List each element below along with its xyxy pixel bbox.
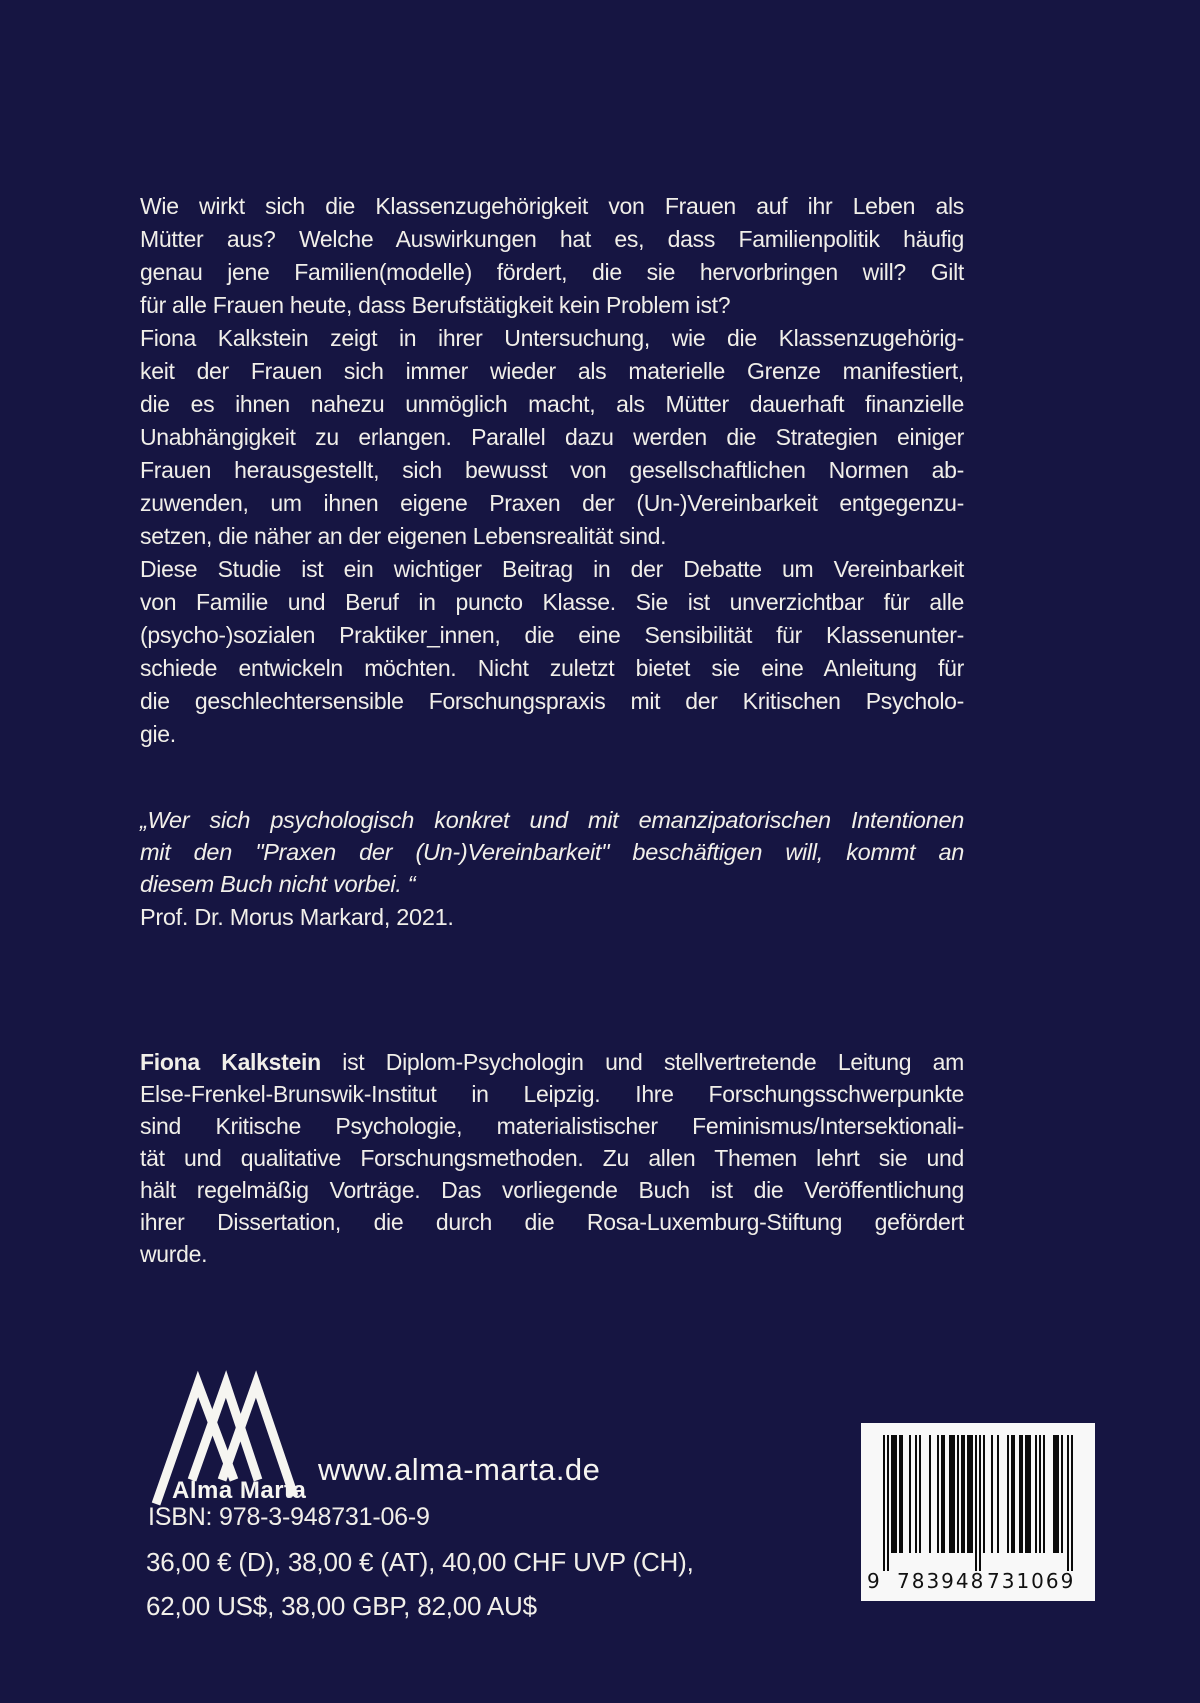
blurb-line: genau jene Familien(modelle) fördert, die sie hervorbringen will? Gilt <box>140 259 964 285</box>
barcode-bars <box>883 1435 1073 1571</box>
quote-line: diesem Buch nicht vorbei. “ <box>140 871 416 897</box>
publisher-website-url: www.alma-marta.de <box>318 1452 601 1487</box>
blurb-line: Diese Studie ist ein wichtiger Beitrag in der Debatte um Vereinbarkeit <box>140 556 964 582</box>
barcode-lead-digit: 9 <box>867 1569 880 1593</box>
blurb-line: zuwenden, um ihnen eigene Praxen der (Un-)Vereinbarkeit entgegenzu- <box>140 490 964 516</box>
bio-line: ihrer Dissertation, die durch die Rosa-Luxemburg-Stiftung gefördert <box>140 1209 964 1235</box>
barcode-group2: 731069 <box>987 1569 1076 1593</box>
quote-line: „Wer sich psychologisch konkret und mit emanzipatorischen Intentionen <box>140 807 964 833</box>
bio-line: Else-Frenkel-Brunswik-Institut in Leipzig. Ihre Forschungsschwerpunkte <box>140 1081 964 1107</box>
blurb-line: Fiona Kalkstein zeigt in ihrer Untersuchung, wie die Klassenzugehörig- <box>140 325 964 351</box>
blurb-line: Unabhängigkeit zu erlangen. Parallel dazu werden die Strategien einiger <box>140 424 964 450</box>
barcode-digits <box>861 1569 1095 1595</box>
endorsement-quote <box>140 804 964 900</box>
barcode-group1: 783948 <box>897 1569 986 1593</box>
price-line-1: 36,00 € (D), 38,00 € (AT), 40,00 CHF UVP (CH), <box>146 1547 694 1577</box>
bio-line: sind Kritische Psychologie, materialistischer Feminismus/Intersektionali- <box>140 1113 964 1139</box>
blurb-line: setzen, die näher an der eigenen Lebensrealität sind. <box>140 523 667 549</box>
price-line-2: 62,00 US$, 38,00 GBP, 82,00 AU$ <box>146 1591 537 1621</box>
bio-line <box>140 1046 964 1078</box>
blurb-line: schiede entwickeln möchten. Nicht zuletzt bietet sie eine Anleitung für <box>140 655 964 681</box>
blurb-line: die es ihnen nahezu unmöglich macht, als Mütter dauerhaft finanzielle <box>140 391 964 417</box>
blurb-line: keit der Frauen sich immer wieder als materielle Grenze manifestiert, <box>140 358 964 384</box>
bio-line-rest: ist Diplom-Psychologin und stellvertretende Leitung am <box>320 1049 964 1075</box>
blurb-text <box>140 190 964 751</box>
blurb-line: Mütter aus? Welche Auswirkungen hat es, dass Familienpolitik häufig <box>140 226 964 252</box>
blurb-line: Wie wirkt sich die Klassenzugehörigkeit von Frauen auf ihr Leben als <box>140 193 964 219</box>
blurb-line: (psycho-)sozialen Praktiker_innen, die eine Sensibilität für Klassenunter- <box>140 622 964 648</box>
publisher-wordmark: Alma Marta <box>172 1477 307 1504</box>
blurb-line: die geschlechtersensible Forschungspraxis mit der Kritischen Psycholo- <box>140 688 964 714</box>
author-name: Fiona Kalkstein <box>140 1049 321 1075</box>
bio-line: tät und qualitative Forschungsmethoden. Zu allen Themen lehrt sie und <box>140 1145 964 1171</box>
isbn-line: ISBN: 978-3-948731-06-9 <box>148 1503 430 1531</box>
bio-line: wurde. <box>140 1241 208 1267</box>
blurb-line: von Familie und Beruf in puncto Klasse. Sie ist unverzichtbar für alle <box>140 589 964 615</box>
blurb-line: gie. <box>140 721 176 747</box>
quote-attribution: Prof. Dr. Morus Markard, 2021. <box>140 904 454 930</box>
blurb-line: für alle Frauen heute, dass Berufstätigkeit kein Problem ist? <box>140 292 731 318</box>
quote-line: mit den "Praxen der (Un-)Vereinbarkeit" beschäftigen will, kommt an <box>140 839 964 865</box>
blurb-line: Frauen herausgestellt, sich bewusst von gesellschaftlichen Normen ab- <box>140 457 964 483</box>
author-bio <box>140 1046 964 1270</box>
isbn-barcode <box>861 1423 1095 1601</box>
bio-line: hält regelmäßig Vorträge. Das vorliegende Buch ist die Veröffentlichung <box>140 1177 964 1203</box>
